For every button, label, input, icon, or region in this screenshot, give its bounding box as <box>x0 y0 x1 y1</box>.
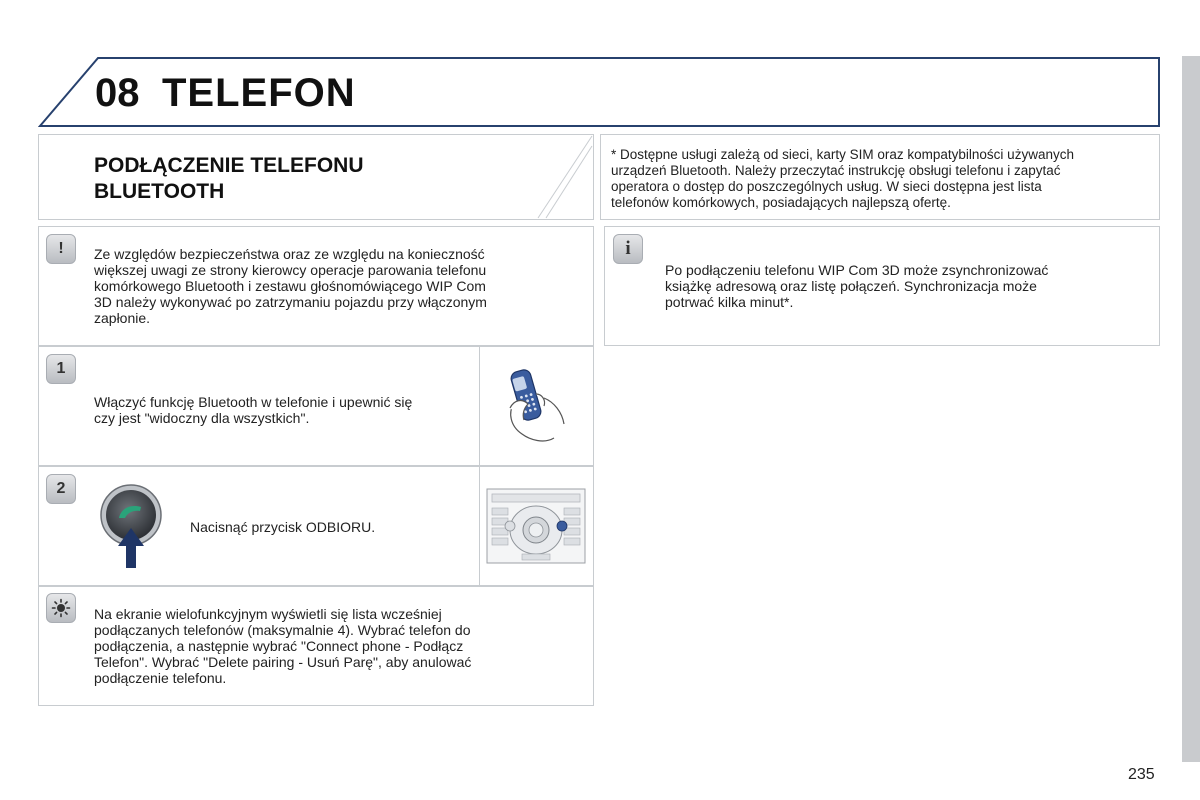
footnote-text: * Dostępne usługi zależą od sieci, karty SIM oraz kompatybilności używanych urządzeń Bluetooth. Należy przeczytać instrukcję obsługi telefonu i zapytać operatora o dostęp do poszczególnych usług. W sieci dostępna jest lista telefonów komórkowych, posiadających najlepszą ofertę. <box>611 147 1074 210</box>
step-1-text: Włączyć funkcję Bluetooth w telefonie i upewnić się czy jest "widoczny dla wszystkich". <box>94 394 413 426</box>
chapter-side-tab <box>1182 56 1200 762</box>
section-title-line1: PODŁĄCZENIE TELEFONU <box>94 154 364 177</box>
warning-text: Ze względów bezpieczeństwa oraz ze względu na konieczność większej uwagi ze strony kierowcy operacje parowania telefonu komórkowego Bluetooth i zestawu głośnomówiącego WIP Com 3D należy wykonywać po zatrzymaniu pojazdu przy włączonym zapłonie. <box>94 246 487 326</box>
chapter-title: TELEFON <box>162 71 356 115</box>
info-text: Po podłączeniu telefonu WIP Com 3D może zsynchronizować książkę adresową oraz listę połączeń. Synchronizacja może potrwać kilka minut*. <box>665 262 1049 310</box>
section-title-line2: BLUETOOTH <box>94 180 225 203</box>
call-answer-button-icon <box>100 480 170 570</box>
tip-text: Na ekranie wielofunkcyjnym wyświetli się lista wcześniej podłączanych telefonów (maksymalnie 4). Wybrać telefon do podłączenia, a następnie wybrać "Connect phone - Podłącz Telefon". Wybrać "Delete pairing - Usuń Parę", aby anulować podłączenie telefonu. <box>94 606 472 686</box>
sun-burst-icon <box>51 598 71 618</box>
warning-icon: ! <box>46 234 76 264</box>
mobile-phone-hand-icon <box>500 364 576 448</box>
chapter-number: 08 <box>95 71 140 115</box>
step-2-number-icon: 2 <box>46 474 76 504</box>
step-2-text: Nacisnąć przycisk ODBIORU. <box>190 519 376 535</box>
section-title-corner <box>530 134 594 220</box>
lightbulb-tip-icon <box>46 593 76 623</box>
info-icon: i <box>613 234 643 264</box>
step-1-number-icon: 1 <box>46 354 76 384</box>
car-radio-panel-icon <box>486 488 586 564</box>
page-number: 235 <box>1128 766 1155 783</box>
